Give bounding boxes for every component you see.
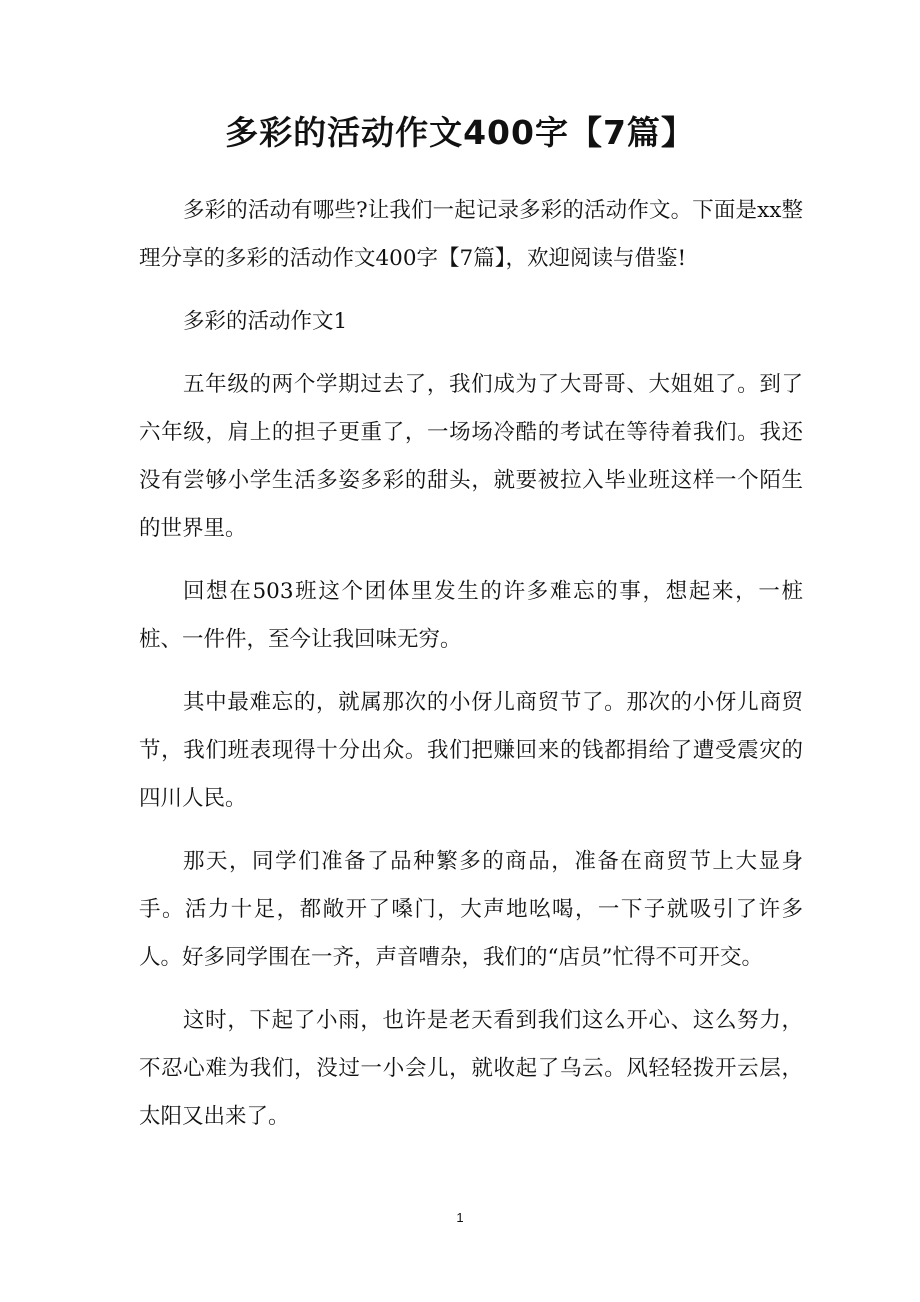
body-paragraph: 回想在503班这个团体里发生的许多难忘的事，想起来，一桩桩、一件件，至今让我回味无穷。	[139, 579, 803, 652]
body-paragraph: 其中最难忘的，就属那次的小伢儿商贸节了。那次的小伢儿商贸节，我们班表现得十分出众。我们把赚回来的钱都捐给了遭受震灾的四川人民。	[139, 690, 803, 811]
intro-paragraph: 多彩的活动有哪些?让我们一起记录多彩的活动作文。下面是xx整理分享的多彩的活动作文400字【7篇】，欢迎阅读与借鉴!	[139, 198, 803, 271]
page-number: 1	[456, 1210, 464, 1225]
body-paragraph: 那天，同学们准备了品种繁多的商品，准备在商贸节上大显身手。活力十足，都敞开了嗓门，大声地吆喝，一下子就吸引了许多人。好多同学围在一齐，声音嘈杂，我们的“店员”忙得不可开交。	[139, 849, 803, 970]
document-title: 多彩的活动作文400字【7篇】	[225, 113, 695, 152]
body-paragraph: 五年级的两个学期过去了，我们成为了大哥哥、大姐姐了。到了六年级，肩上的担子更重了，一场场冷酷的考试在等待着我们。我还没有尝够小学生活多姿多彩的甜头，就要被拉入毕业班这样一个陌生的世界里。	[139, 372, 803, 541]
body-paragraph: 这时，下起了小雨，也许是老天看到我们这么开心、这么努力，不忍心难为我们，没过一小会儿，就收起了乌云。风轻轻拨开云层，太阳又出来了。	[139, 1008, 803, 1129]
document-body	[139, 187, 803, 1156]
section-heading: 多彩的活动作文1	[183, 309, 348, 334]
